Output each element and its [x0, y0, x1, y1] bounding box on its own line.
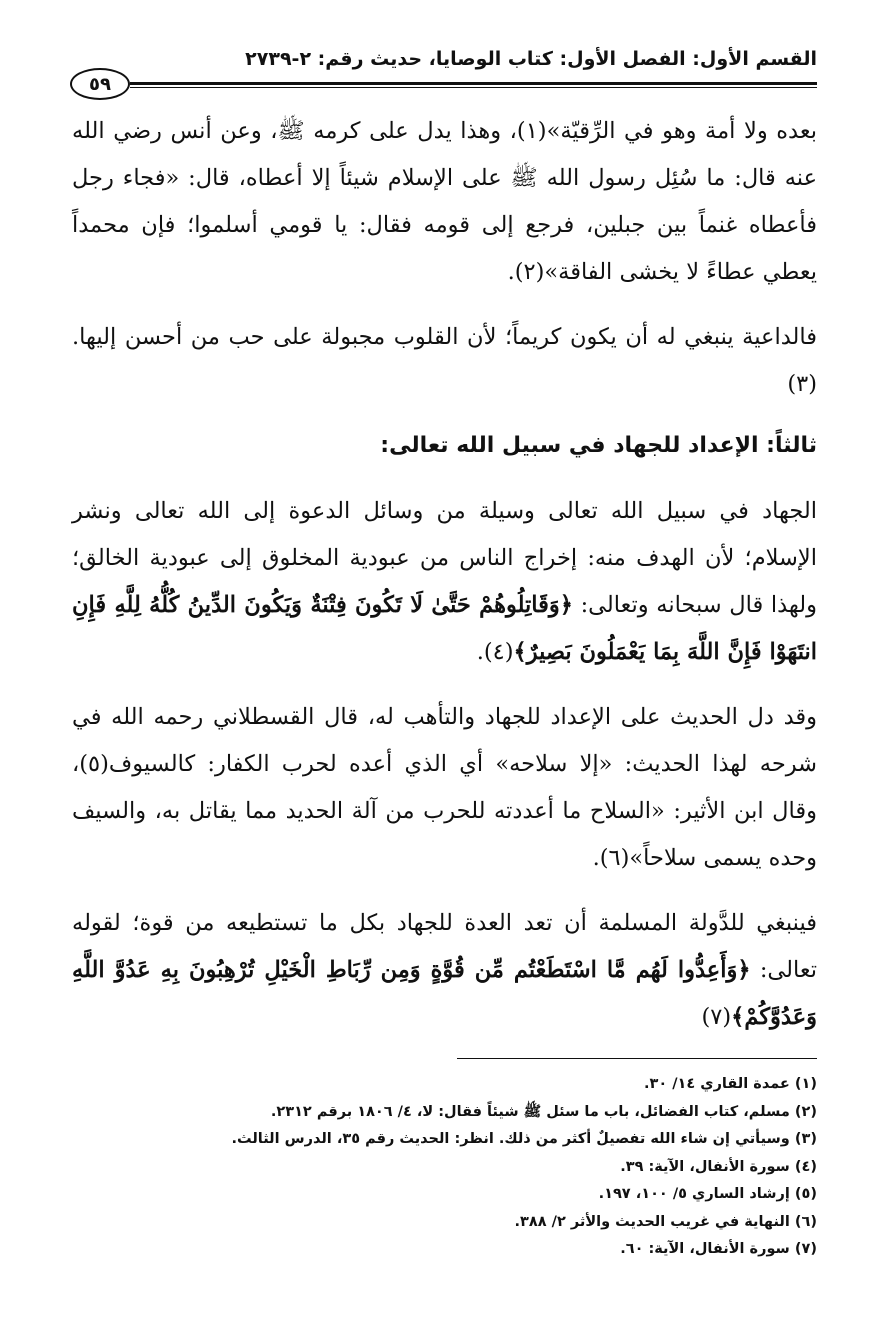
body-paragraph: بعده ولا أمة وهو في الرِّقيّة»(١)، وهذا يدل على كرمه ﷺ، وعن أنس رضي الله عنه قال: ما سُئِل رسول الله ﷺ على الإسلام شيئاً إلا أعطاه، قال: «فجاء رجل فأعطاه غنماً بين جبلين، فرجع إلى قومه فقال: يا قومي أسلموا؛ فإن محمداً يعطي عطاءً لا يخشى الفاقة»(٢).	[72, 118, 817, 285]
page-header	[70, 46, 817, 95]
footnote-ref: (٤).	[476, 639, 514, 665]
footnote-ref: (٧)	[701, 1004, 732, 1030]
footnotes	[72, 1058, 817, 1264]
page-number: ٥٩	[70, 68, 130, 100]
quran-verse: ﴿وَأَعِدُّوا لَهُم مَّا اسْتَطَعْتُم مِّن قُوَّةٍ وَمِن رِّبَاطِ الْخَيْلِ تُرْهِبُونَ بِهِ عَدُوَّ اللَّهِ وَعَدُوَّكُمْ﴾	[72, 957, 817, 1030]
footnote: (٢) مسلم، كتاب الفضائل، باب ما سئل ﷺ شيئاً فقال: لا، ٤/ ١٨٠٦ برقم ٢٣١٢.	[270, 1103, 817, 1120]
section-heading: ثالثاً: الإعداد للجهاد في سبيل الله تعالى:	[380, 433, 817, 458]
body-paragraph: فالداعية ينبغي له أن يكون كريماً؛ لأن القلوب مجبولة على حب من أحسن إليها.(٣)	[72, 324, 817, 397]
footnote: (٧) سورة الأنفال، الآية: ٦٠.	[620, 1241, 817, 1257]
page-body	[72, 108, 817, 1059]
footnote: (٣) وسيأتي إن شاء الله تفصيلٌ أكثر من ذلك. انظر: الحديث رقم ٣٥، الدرس الثالث.	[231, 1131, 817, 1147]
footnote: (٥) إرشاد الساري ٥/ ١٠٠، ١٩٧.	[598, 1186, 817, 1202]
footnote-rule	[457, 1058, 817, 1059]
footnote: (٤) سورة الأنفال، الآية: ٣٩.	[620, 1158, 817, 1175]
body-paragraph	[72, 694, 817, 882]
body-paragraph	[72, 488, 817, 676]
paragraph-text: وقد دل الحديث على الإعداد للجهاد والتأهب له، قال القسطلاني رحمه الله في شرحه لهذا الحديث: «إلا سلاحه» أي الذي أعده لحرب الكفار: كالسيوف(٥)، وقال ابن الأثير: «السلاح ما أعددته للحرب من آلة الحديد مما يقاتل به، والسيف وحده يسمى سلاحاً»(٦).	[72, 704, 817, 871]
running-head: القسم الأول: الفصل الأول: كتاب الوصايا، حديث رقم: ٢-٢٧٣٩	[245, 48, 817, 70]
footnote: (١) عمدة القاري ١٤/ ٣٠.	[643, 1076, 817, 1092]
header-rule	[130, 82, 817, 88]
paragraph-text: الجهاد في سبيل الله تعالى وسيلة من وسائل الدعوة إلى الله تعالى ونشر الإسلام؛ لأن الهدف منه: إخراج الناس من عبودية المخلوق إلى عبودية الخالق؛ ولهذا قال سبحانه وتعالى:	[72, 498, 817, 618]
paragraph-text: فينبغي للدَّولة المسلمة أن تعد العدة للجهاد بكل ما تستطيعه من قوة؛ لقوله تعالى:	[72, 910, 817, 983]
body-paragraph	[72, 900, 817, 1041]
quran-verse: ﴿وَقَاتِلُوهُمْ حَتَّىٰ لَا تَكُونَ فِتْنَةٌ وَيَكُونَ الدِّينُ كُلُّهُ لِلَّهِ فَإِنِ انتَهَوْا فَإِنَّ اللَّهَ بِمَا يَعْمَلُونَ بَصِيرٌ﴾	[72, 592, 817, 665]
footnote: (٦) النهاية في غريب الحديث والأثر ٢/ ٣٨٨.	[514, 1213, 817, 1230]
